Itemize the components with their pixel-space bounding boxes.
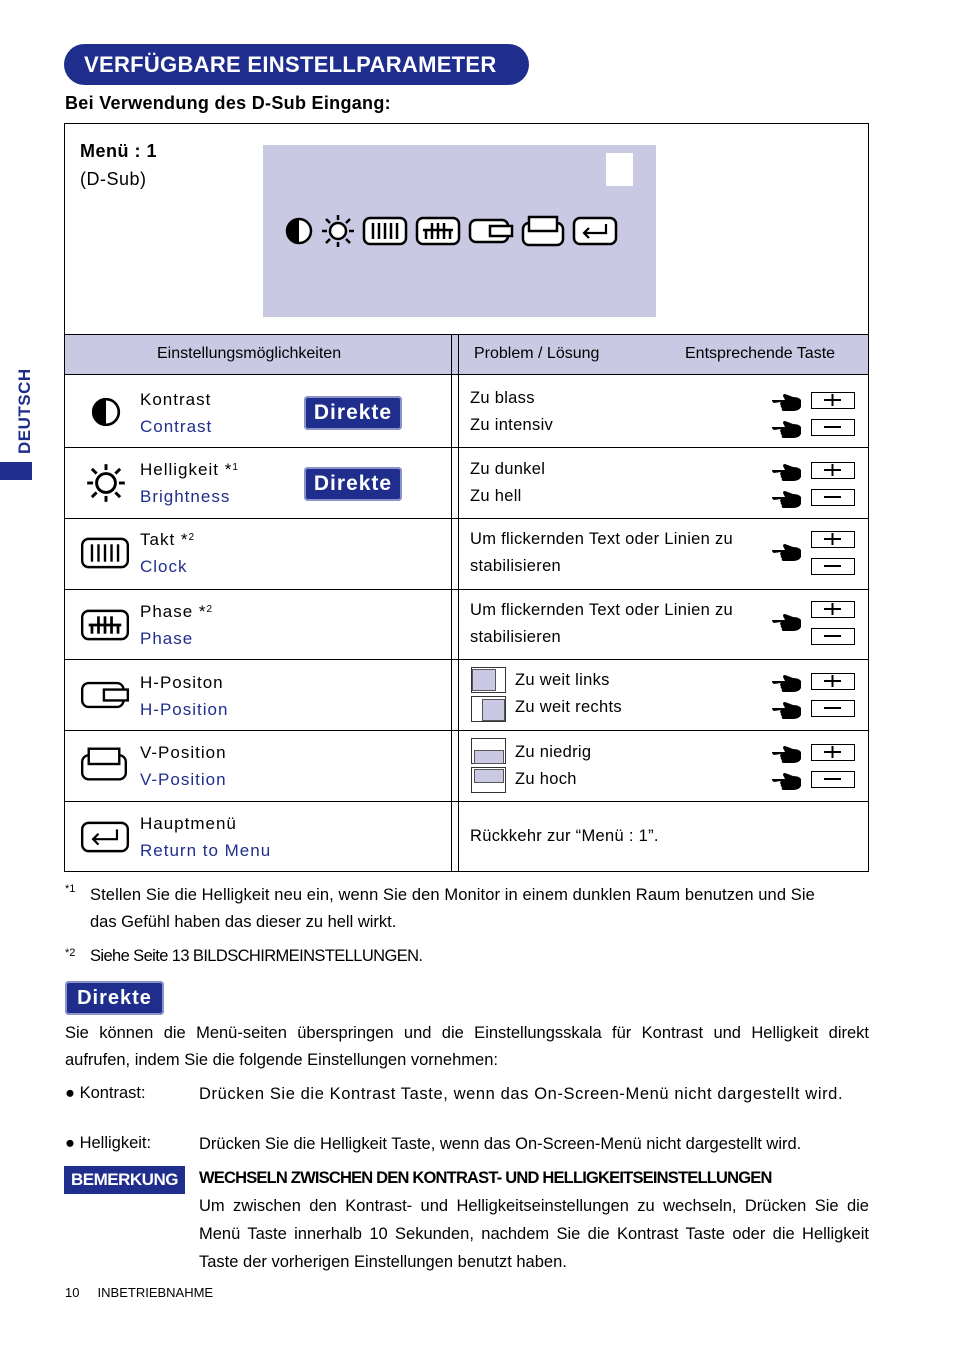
note-badge: BEMERKUNG	[64, 1166, 185, 1194]
pointing-hand-icon	[771, 418, 803, 445]
column-divider	[451, 335, 452, 872]
label-de-text: Helligkeit *	[140, 460, 233, 479]
divider	[65, 447, 868, 448]
clock-icon	[80, 536, 130, 570]
bullet-label: Kontrast:	[79, 1084, 146, 1102]
phase-icon	[415, 216, 461, 246]
problem-text	[470, 456, 545, 510]
page-section: INBETRIEBNAHME	[97, 1285, 214, 1300]
screen-shift-left-icon	[471, 667, 506, 693]
menu-title: Menü : 1	[80, 141, 158, 161]
divider	[65, 518, 868, 519]
footnote-2: Siehe Seite 13 BILDSCHIRMEINSTELLUNGEN.	[90, 947, 423, 965]
problem-line: Um flickernden Text oder Linien zu	[470, 601, 734, 619]
label-de	[140, 598, 213, 625]
brightness-icon	[86, 463, 126, 503]
label-de-text: Takt *	[140, 530, 189, 549]
footnote-ref: 2	[206, 604, 214, 615]
contrast-icon	[90, 396, 122, 428]
footnote-ref: 1	[232, 462, 239, 473]
problem-text	[515, 739, 591, 793]
bullet-contrast-text: Drücken Sie die Kontrast Taste, wenn das On-Screen-Menü nicht dargestellt wird.	[199, 1085, 844, 1103]
phase-icon	[80, 608, 130, 642]
label-de	[140, 456, 239, 483]
problem-text	[470, 526, 733, 580]
plus-key-icon	[811, 392, 855, 409]
bullet-contrast: ● Kontrast:	[65, 1084, 146, 1102]
pointing-hand-icon	[771, 391, 803, 418]
problem-line: stabilisieren	[470, 628, 562, 646]
footnote-mark: *2	[65, 947, 76, 959]
problem-line: Zu hell	[470, 487, 522, 505]
minus-key-icon	[811, 700, 855, 717]
direkte-badge: Direkte	[304, 396, 402, 430]
header-key: Entsprechende Taste	[685, 345, 836, 362]
plus-key-icon	[811, 462, 855, 479]
label-en: Brightness	[140, 487, 231, 506]
menu-sublabel: (D-Sub)	[80, 169, 147, 189]
problem-line: Zu niedrig	[515, 743, 592, 761]
problem-line: Zu intensiv	[470, 416, 554, 434]
label-en: Return to Menu	[140, 841, 272, 860]
label-en: V-Position	[140, 770, 227, 789]
page-footer	[65, 1285, 213, 1300]
section-subtitle: Bei Verwendung des D-Sub Eingang:	[65, 93, 391, 113]
label-de: Hauptmenü	[140, 814, 237, 833]
table-header	[65, 335, 868, 375]
header-problem: Problem / Lösung	[474, 345, 600, 362]
header-settings: Einstellungsmöglichkeiten	[157, 345, 342, 362]
footnote-line: Stellen Sie die Helligkeit neu ein, wenn Sie den Monitor in einem dunklen Raum benutzen und Sie	[90, 886, 815, 904]
problem-text: Rückkehr zur “Menü : 1”.	[470, 827, 659, 845]
row-clock-label	[140, 526, 195, 580]
v-position-icon	[80, 746, 128, 782]
brightness-icon	[321, 214, 355, 248]
osd-cursor	[606, 153, 633, 186]
row-phase-label	[140, 598, 213, 652]
divider	[65, 659, 868, 660]
page-title: VERFÜGBARE EINSTELLPARAMETER	[64, 44, 529, 85]
contrast-icon	[284, 216, 314, 246]
return-icon	[80, 820, 130, 854]
minus-key-icon	[811, 558, 855, 575]
bullet-brightness-text: Drücken Sie die Helligkeit Taste, wenn das On-Screen-Menü nicht dargestellt wird.	[199, 1135, 802, 1153]
row-vposition-label	[140, 739, 227, 793]
menu-label	[80, 137, 157, 193]
row-return-label	[140, 810, 271, 864]
direkte-intro: Sie können die Menü-seiten überspringen und die Einstellungsskala für Kontrast und Helligkeit direkt aufrufen, indem Sie die folgende Einstellungen vornehmen:	[65, 1024, 869, 1069]
v-position-icon	[521, 215, 565, 247]
note-title: WECHSELN ZWISCHEN DEN KONTRAST- UND HELLIGKEITSEINSTELLUNGEN	[199, 1169, 772, 1187]
problem-text	[515, 667, 622, 721]
problem-line: Zu dunkel	[470, 460, 546, 478]
direkte-badge: Direkte	[304, 467, 402, 501]
row-brightness-label	[140, 456, 239, 510]
label-de: V-Position	[140, 743, 227, 762]
footnote-line: das Gefühl haben das dieser zu hell wirkt.	[90, 913, 397, 931]
row-contrast-label	[140, 386, 212, 440]
label-en: Phase	[140, 629, 194, 648]
plus-key-icon	[811, 673, 855, 690]
osd-icon-bar	[284, 214, 618, 248]
note-text: Um zwischen den Kontrast- und Helligkeitseinstellungen zu wechseln, Drücken Sie die Menü Taste innerhalb 10 Sekunden, nachdem Sie die Kontrast Taste oder die Helligkeit Taste der vorherigen Einstellungen benutzt haben.	[199, 1197, 869, 1271]
direkte-badge: Direkte	[65, 981, 164, 1015]
problem-line: Zu weit links	[515, 671, 610, 689]
problem-line: Um flickernden Text oder Linien zu	[470, 530, 734, 548]
footnote-mark: *1	[65, 883, 76, 895]
pointing-hand-icon	[771, 611, 803, 638]
screen-shift-down-icon	[471, 738, 506, 764]
clock-icon	[362, 216, 408, 246]
screen-shift-right-icon	[471, 696, 506, 722]
label-de: Kontrast	[140, 390, 212, 409]
problem-line: stabilisieren	[470, 557, 562, 575]
pointing-hand-icon	[771, 699, 803, 726]
column-divider	[458, 335, 459, 872]
pointing-hand-icon	[771, 541, 803, 568]
bullet-brightness: ● Helligkeit:	[65, 1134, 152, 1152]
plus-key-icon	[811, 601, 855, 618]
pointing-hand-icon	[771, 672, 803, 699]
label-de	[140, 526, 195, 553]
label-de: H-Positon	[140, 673, 224, 692]
problem-text	[470, 597, 733, 651]
label-en: Contrast	[140, 417, 213, 436]
language-tab-marker	[0, 462, 32, 480]
row-hposition-label	[140, 669, 228, 723]
footnote-1	[90, 882, 869, 936]
minus-key-icon	[811, 489, 855, 506]
language-tab-label: DEUTSCH	[15, 368, 34, 454]
divider	[65, 334, 868, 335]
problem-text	[470, 385, 553, 439]
minus-key-icon	[811, 419, 855, 436]
page-number: 10	[65, 1285, 80, 1300]
divider	[65, 589, 868, 590]
minus-key-icon	[811, 771, 855, 788]
return-icon	[572, 216, 618, 246]
pointing-hand-icon	[771, 770, 803, 797]
footnote-ref: 2	[188, 532, 196, 543]
problem-line: Zu hoch	[515, 770, 577, 788]
label-de-text: Phase *	[140, 602, 207, 621]
label-en: H-Position	[140, 700, 229, 719]
plus-key-icon	[811, 744, 855, 761]
pointing-hand-icon	[771, 743, 803, 770]
label-en: Clock	[140, 557, 188, 576]
h-position-icon	[80, 678, 130, 712]
bullet-label: Helligkeit:	[79, 1134, 152, 1152]
divider	[65, 801, 868, 802]
minus-key-icon	[811, 628, 855, 645]
problem-line: Zu blass	[470, 389, 535, 407]
plus-key-icon	[811, 531, 855, 548]
screen-shift-up-icon	[471, 767, 506, 793]
problem-line: Zu weit rechts	[515, 698, 622, 716]
pointing-hand-icon	[771, 461, 803, 488]
divider	[65, 730, 868, 731]
h-position-icon	[468, 216, 514, 246]
pointing-hand-icon	[771, 488, 803, 515]
